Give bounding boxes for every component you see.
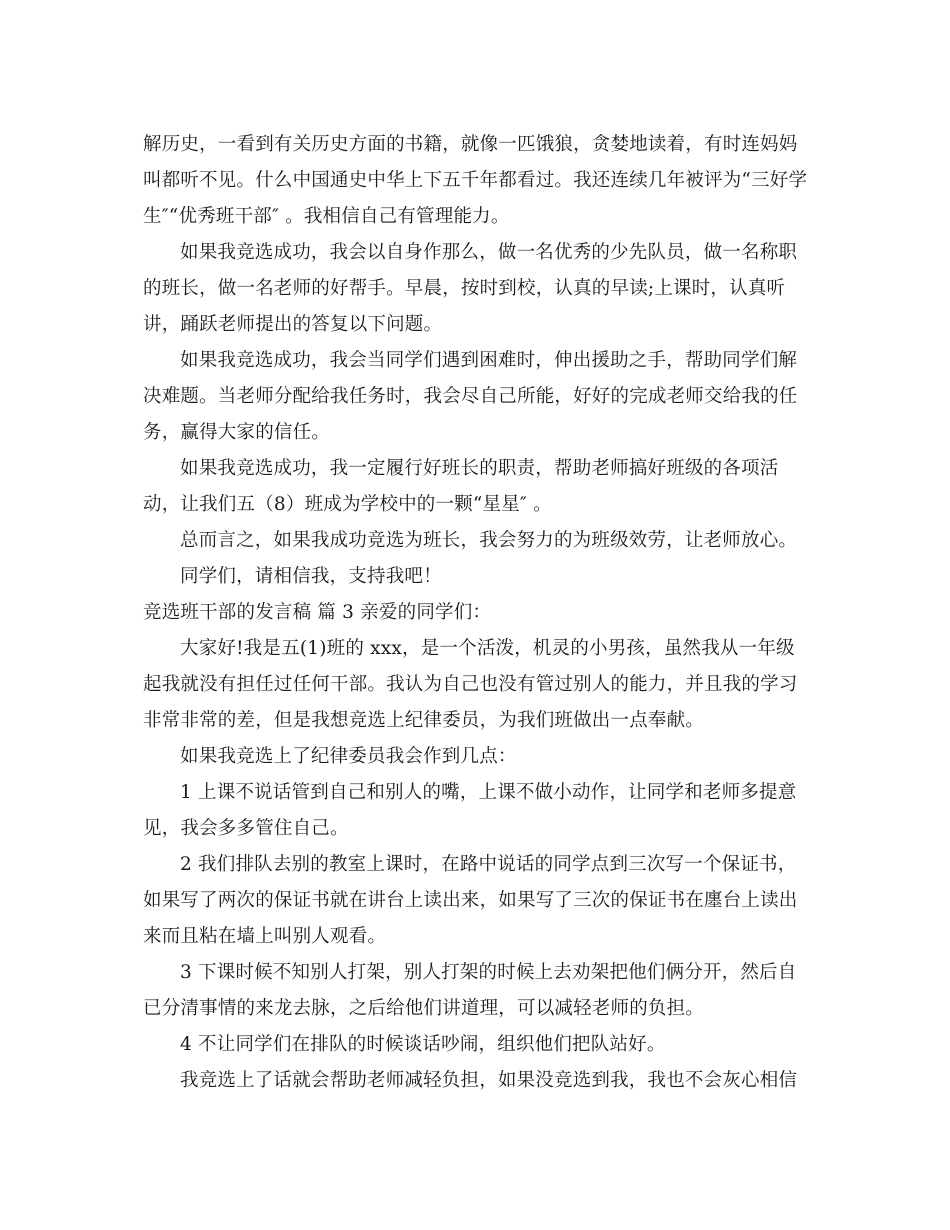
text-line: 大家好!我是五(1)班的 xxx，是一个活泼，机灵的小男孩，虽然我从一年级	[180, 638, 795, 659]
text-line: 务，赢得大家的信任。	[143, 422, 331, 443]
text-line: 已分清事情的来龙去脉，之后给他们讲道理，可以减轻老师的负担。	[143, 998, 705, 1019]
paragraph	[143, 559, 803, 595]
text-line: 竞选班干部的发言稿 篇 3 亲爱的同学们：	[143, 602, 492, 623]
text-line: 总而言之，如果我成功竞选为班长，我会努力的为班级效劳，让老师放心。	[180, 530, 798, 551]
text-line: 来而且粘在墙上叫别人观看。	[143, 926, 387, 947]
paragraph	[143, 523, 803, 559]
paragraph	[143, 1027, 803, 1063]
text-line: 决难题。当老师分配给我任务时，我会尽自己所能，好好的完成老师交给我的任	[143, 386, 798, 407]
paragraph	[143, 955, 803, 1027]
paragraph	[143, 235, 803, 343]
text-line: 1 上课不说话管到自己和别人的嘴，上课不做小动作，让同学和老师多提意	[180, 782, 797, 803]
text-line: 的班长，做一名老师的好帮手。早晨，按时到校，认真的早读;上课时，认真听	[143, 278, 786, 299]
text-line: 叫都听不见。什么中国通史中华上下五千年都看过。我还连续几年被评为“三好学	[143, 170, 808, 191]
text-line: 如果我竞选成功，我会以自身作那么，做一名优秀的少先队员，做一名称职	[180, 242, 798, 263]
text-line: 起我就没有担任过任何干部。我认为自己也没有管过别人的能力，并且我的学习	[143, 674, 798, 695]
text-line: 2 我们排队去别的教室上课时，在路中说话的同学点到三次写一个保证书，	[180, 854, 797, 875]
document-body	[143, 127, 808, 1099]
text-line: 如果我竞选成功，我一定履行好班长的职责，帮助老师搞好班级的各项活	[180, 458, 779, 479]
text-line: 讲，踊跃老师提出的答复以下问题。	[143, 314, 443, 335]
text-line: 同学们，请相信我，支持我吧！	[180, 566, 442, 587]
text-line: 如果写了两次的保证书就在讲台上读出来，如果写了三次的保证书在廛台上读出	[143, 890, 798, 911]
text-line: 我竞选上了话就会帮助老师减轻负担，如果没竞选到我，我也不会灰心相信	[180, 1070, 798, 1091]
text-line: 4 不让同学们在排队的时候谈话吵闹，组织他们把队站好。	[180, 1034, 666, 1055]
paragraph	[143, 631, 803, 739]
text-line: 非常非常的差，但是我想竞选上纪律委员，为我们班做出一点奉献。	[143, 710, 705, 731]
paragraph	[143, 595, 803, 631]
paragraph	[143, 739, 803, 775]
text-line: 解历史，一看到有关历史方面的书籍，就像一匹饿狼，贪婪地读着，有时连妈妈	[143, 134, 798, 155]
text-line: 生″“优秀班干部″ 。我相信自己有管理能力。	[143, 206, 510, 227]
paragraph	[143, 343, 803, 451]
text-line: 见，我会多多管住自己。	[143, 818, 349, 839]
paragraph	[143, 847, 803, 955]
paragraph	[143, 451, 803, 523]
text-line: 如果我竞选上了纪律委员我会作到几点：	[180, 746, 517, 767]
paragraph	[143, 775, 803, 847]
paragraph	[143, 1063, 803, 1099]
text-line: 3 下课时候不知别人打架，别人打架的时候上去劝架把他们俩分开，然后自	[180, 962, 797, 983]
paragraph	[143, 127, 808, 235]
text-line: 动，让我们五（8）班成为学校中的一颗“星星″ 。	[143, 494, 552, 515]
text-line: 如果我竞选成功，我会当同学们遇到困难时，伸出援助之手，帮助同学们解	[180, 350, 798, 371]
